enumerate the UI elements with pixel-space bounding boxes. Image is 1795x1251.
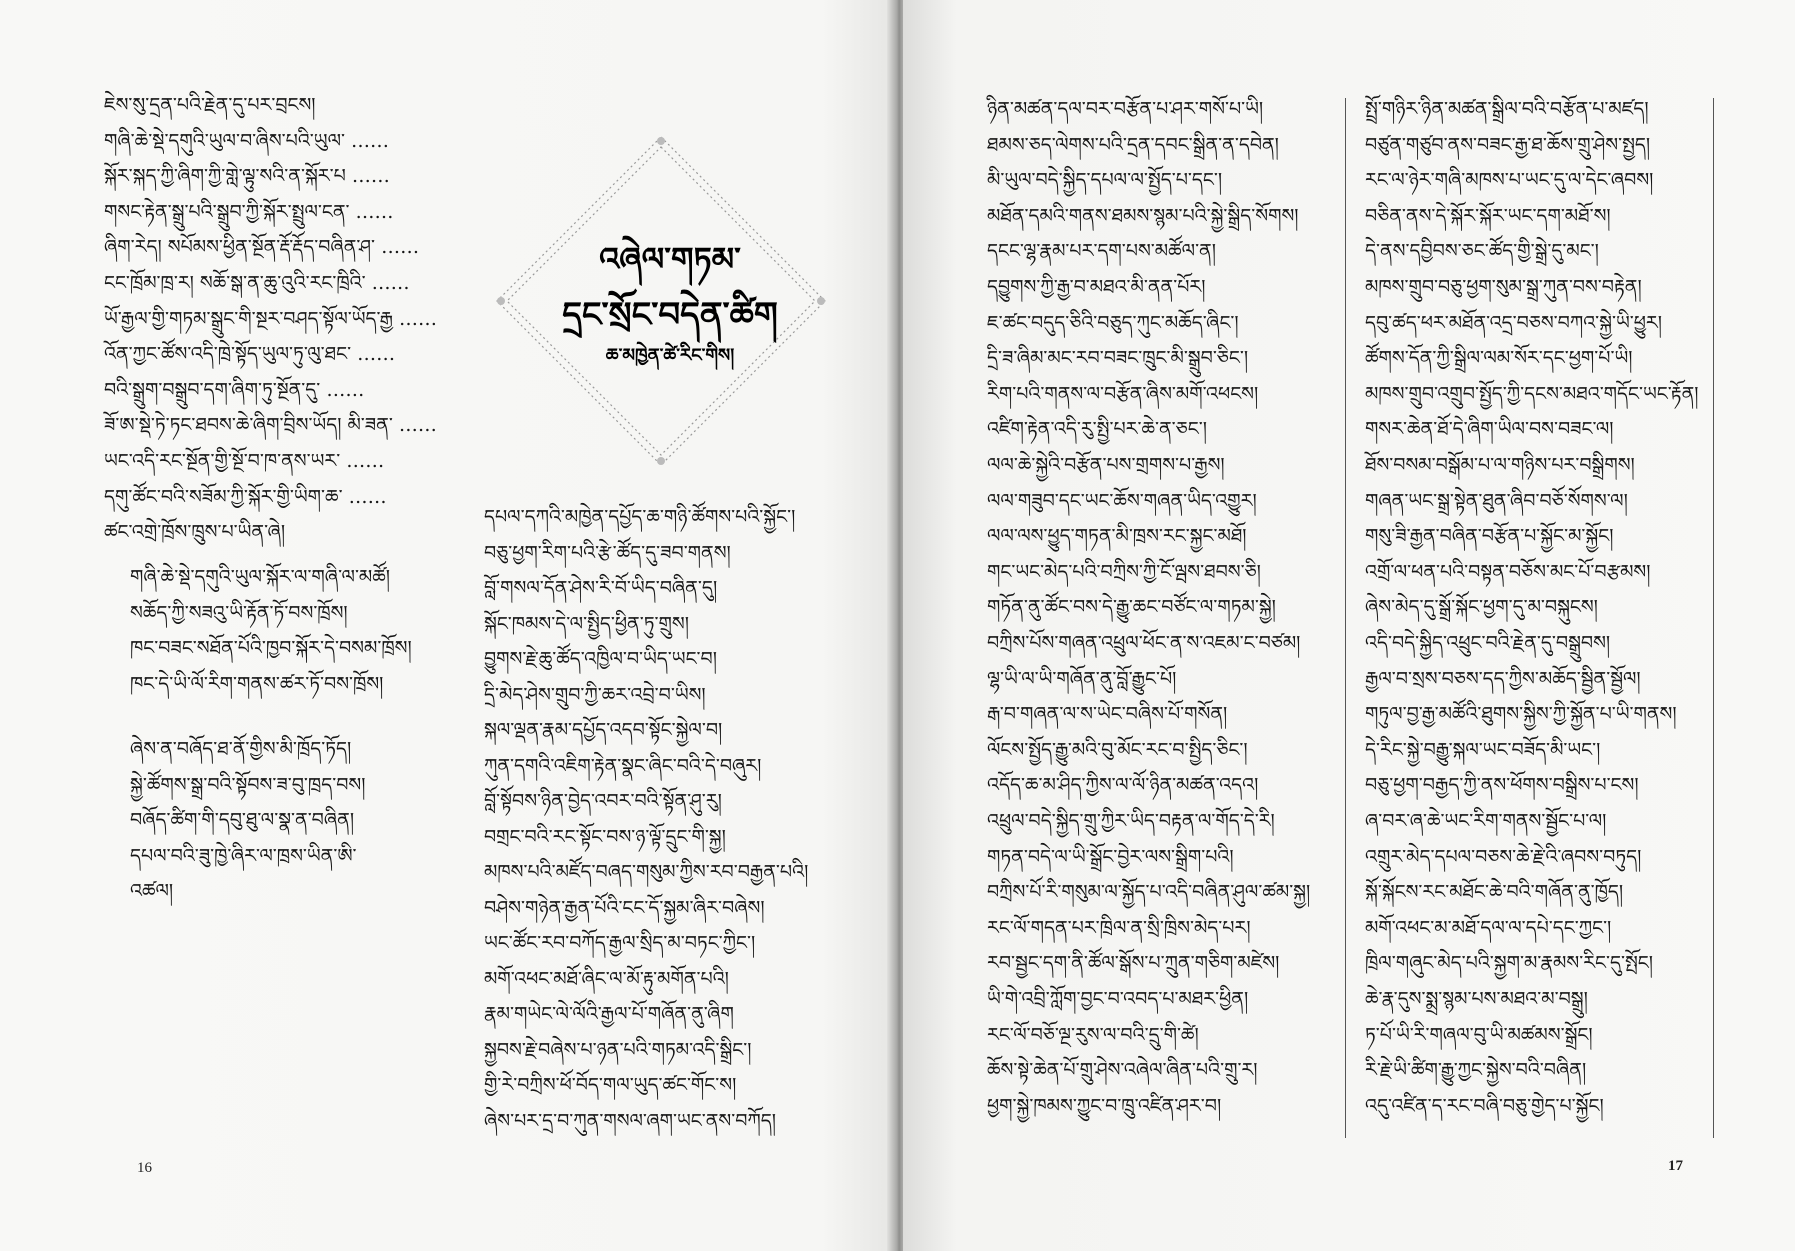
column-divider-right	[1713, 98, 1714, 1138]
verse-line: ཕྱག་སྐྱེ་ཁམས་ཀྱུང་བ་ཁྲུ་འཛིན་ཤར་བ།	[987, 1094, 1222, 1117]
verse-line: གསར་ཆེན་ཐོ་དེ་ཞིག་ཡིལ་བས་བཟང་ལ།	[1365, 418, 1614, 441]
verse-line: ཡི་གེ་འབྲི་ཀློག་བྱང་བ་འབད་པ་མཐར་ཕྱིན།	[987, 988, 1249, 1010]
verse-line: རང་ལོ་གདན་པར་ཁྲིལ་ན་སྲི་ཁྲིས་མེད་པར།	[987, 916, 1251, 939]
verse-line: ལྷ་ཡི་ལ་ཡི་གཞོན་ནུ་བློ་རྒྱུང་པོ།	[987, 667, 1177, 690]
column-divider-left	[1345, 98, 1346, 1138]
verse-line: འཛིག་རྟེན་འདི་རུ་སྤྱི་པར་ཆེ་ན་ཅང་།	[987, 418, 1207, 441]
verse-line: མགོ་འཕང་མ་མཐོ་དལ་ལ་དཔེ་དང་ཀྱང་།	[1365, 916, 1612, 939]
verse-line: བཙུན་གཙུབ་ནས་བཟང་རྒྱ་ཐ་ཆོས་གྲུ་ཤེས་སྤྱད།	[1365, 133, 1651, 156]
verse-line: སྐྱེ་ཚོགས་སྒྲ་བའི་སྟོབས་ཟ་བུ་ཁྲད་བས།	[130, 773, 366, 796]
poem-line: བློ་གསལ་དོན་ཤེས་རི་བོ་ཡིད་བཞིན་དུ།	[484, 577, 718, 599]
verse-line: རི་རྗེ་ཡི་ཚིག་རྒྱུ་ཀྱང་སྐྱེས་བའི་བཞིན།	[1365, 1059, 1587, 1082]
poem-line: ཀུན་དགའི་འཇིག་རྟེན་སྣང་ཞིང་བའི་དེ་བཞུར།	[484, 754, 762, 777]
verse-line: བཀྲིས་པོ་རི་གསུམ་ལ་སྐྱོད་པ་འདི་བཞིན་ཤུལ་ཚམ་སྐྱ།	[987, 881, 1311, 904]
verse-line: ཐམས་ཅད་ལེགས་པའི་དྲན་དབང་སྒྲིན་ན་དབེན།	[987, 133, 1279, 156]
verse-line: དེ་རིང་སྐྱེ་བརྒྱུ་སྐལ་ཡང་བཟོད་མི་ཡང་།	[1365, 738, 1601, 761]
verse-line: ཚོགས་དོན་ཀྱི་སྒྲིལ་ལམ་སོར་དང་ཕྱག་པོ་ཡི།	[1365, 347, 1633, 370]
prose-line: ཡོ་རྒྱལ་གྱི་གཏམ་སྒྲུང་གི་སྔར་བཤད་སྟོལ་ཡོད་རྒྱ ……	[104, 307, 437, 330]
verse-line: དབུ་ཚད་ཕར་མཐོན་འདྲ་བཅས་བཀའ་སྐྱེ་ཡི་ཕྱུར།	[1365, 311, 1662, 334]
verse-line: དབྱུགས་ཀྱི་རྒྱ་བ་མཐའ་མི་ནན་པོར།	[987, 276, 1206, 298]
poem-line: བློ་སྟོབས་ཉིན་བྱེད་འབར་བའི་སྟོན་ཤུ་རུ།	[484, 790, 722, 812]
verse-line: འགྲུར་མེད་དཔལ་བཅས་ཆེ་རྗེ་འི་ཞབས་བཏུད།	[1365, 845, 1642, 868]
verse-line: བཅིན་ནས་དེ་སྐོར་སྐོར་ཡང་དག་མཐོ་ས།	[1365, 204, 1611, 227]
verse-line: ཐོས་བསམ་བསྒོམ་པ་ལ་གཉིས་པར་བསྒྲིགས།	[1365, 454, 1635, 476]
verse-line: ཇ་ཚང་བདུད་ཅིའི་བཅུད་ཀུང་མཆོད་ཞིང་།	[987, 311, 1239, 334]
poem-line: སྐལ་ལྡན་རྣམ་དཔྱོད་འདབ་སྟོང་སྐྱེལ་བ།	[484, 719, 723, 741]
article-author: ཆ་མཁྱེན་ཚེ་རིང་གིས།	[605, 345, 735, 366]
prose-line: ཚང་འགྲེ་ཁྲོས་ཁྲུས་པ་ཡིན་ཞེ།	[104, 521, 286, 544]
verse-line: གཞི་ཆེ་སྡེ་དགུའི་ཡུལ་སྐོར་ལ་གཞི་ལ་མཚོ།	[130, 566, 391, 588]
page-number-right: 17	[1668, 1158, 1683, 1174]
verse-line: མཁས་གྲུབ་བཅུ་ཕྱག་སུམ་སྒྲ་ཀུན་བས་བརྟེན།	[1365, 276, 1642, 298]
verse-line: འདུ་འཛིན་ད་རང་བཞི་བཅུ་གྱེད་པ་སྐྱོང།	[1365, 1094, 1604, 1117]
verse-line: སྤྲོ་གཉིར་ཉིན་མཚན་སྒྲིལ་བའི་བརྩོན་པ་མཛད།	[1365, 98, 1649, 120]
prose-line: ཡང་འདི་རང་སྔོན་གྱི་སྔོ་བ་ཁ་ནས་ཡར་ ……	[104, 450, 385, 472]
verse-line: ཉིན་མཚན་དལ་བར་བརྩོན་པ་ཤར་གསོ་པ་ཡི།	[987, 98, 1264, 120]
verse-line: ལལ་ལས་ཕྱུད་གཏན་མི་ཁྲས་རང་སྐྱང་མཐོ།	[987, 525, 1247, 548]
verse-line: སཆོད་ཀྱི་སཟའུ་ཡི་རྟོན་ཏོ་བས་ཁྲོས།	[130, 601, 348, 624]
verse-line: ཆེ་རྣ་དུས་སྨྲ་སྙམ་པས་མཐའ་མ་བསྒྲུ།	[1365, 988, 1588, 1010]
verse-line: འགྲོ་ལ་ཕན་པའི་བསྟན་བཅོས་མང་པོ་བརྩམས།	[1365, 560, 1651, 583]
verse-line: སྐོ་སྐོངས་རང་མཐོང་ཆེ་བའི་གཞོན་ནུ་ཁྱོད།	[1365, 881, 1624, 904]
verse-line: འཚལ།	[130, 880, 174, 902]
poem-line: བཅུ་ཕྱག་རིག་པའི་རྩེ་ཚོད་དུ་ཟབ་གནས།	[484, 541, 731, 564]
verse-line: གཞན་ཡང་སྒྲ་སྟེན་ཐུན་ཞིབ་བཅོ་སོགས་ལ།	[1365, 489, 1628, 512]
verse-line: གཏོན་ནུ་ཚོང་བས་དེ་རྒྱུ་ཆང་བཙོང་ལ་གཏམ་སྐྱེ།	[987, 596, 1276, 619]
verse-line: རྒྱལ་བ་སྲས་བཅས་དད་ཀྱིས་མཆོད་སྦྱིན་སྦྱོལ།	[1365, 667, 1641, 690]
verse-line: ཁྲིལ་གཞུང་མེད་པའི་སྐྱག་མ་རྣམས་རིང་དུ་སྤོང།	[1365, 952, 1653, 975]
verse-line: ཞ་བར་ཞ་ཆེ་ཡང་རིག་གནས་སྦྱོང་པ་ལ།	[1365, 810, 1607, 832]
verse-line: གཏུལ་བྱ་རྒྱ་མཚོའི་ཐུགས་སྐྱིས་ཀྱི་སྐྱོན་པ་ཡི་གནས།	[1365, 703, 1677, 726]
verse-line: རྒ་བ་གཞན་ལ་ས་ཡེང་བཞིས་པོ་གསོན།	[987, 703, 1228, 726]
poem-line: བཤེས་གཉེན་རྒྱན་པོའི་ངང་དོ་སྐྱམ་ཞིར་བཞེས།	[484, 896, 765, 919]
verse-line: བཞོད་ཚིག་གི་དབུ་ཐུ་ལ་སྣ་ན་བཞིན།	[130, 809, 355, 831]
verse-line: དེ་ནས་དབྱིབས་ཅང་ཚོད་གྱི་སྒྲེ་དུ་མང་།	[1365, 240, 1599, 263]
poem-line: མགོ་འཕང་མཐོ་ཞིང་ལ་མོ་རྟུ་མགོན་པའི།	[484, 967, 729, 990]
verse-line: མཁས་གྲུབ་འགྲུབ་སྤྱོད་ཀྱི་དངས་མཐའ་གདོང་ཡང་རྟོན།	[1365, 382, 1699, 405]
poem-line: རྣམ་གཡེང་ལེ་ལོའི་རྒྱལ་པོ་གཞོན་ནུ་ཞིག	[484, 1003, 734, 1025]
prose-line: ཇེས་སུ་དྲན་པའི་རྗེན་དུ་པར་བྲངས།	[104, 94, 316, 116]
prose-line: འོན་ཀྱང་ཚོས་འདི་ཁྲེ་སྟོད་ཡུལ་ཏུ་ལུ་ཐང་ ……	[104, 343, 396, 366]
poem-line: ཞེས་པར་དྲ་བ་ཀུན་གསལ་ཞག་ཡང་ནས་བཀོད།	[484, 1109, 777, 1132]
prose-line: གཞི་ཆེ་སྡེ་དགུའི་ཡུལ་བ་ཞིས་པའི་ཡུལ་ ……	[104, 129, 390, 152]
verse-line: རབ་སྦྱང་དག་ནི་ཚོལ་སྒོས་པ་ཀྲུན་གཅིག་མཛེས།	[987, 952, 1280, 975]
prose-line: སྐོར་སྐད་ཀྱི་ཞིག་ཀྱི་གླེ་ལྟུ་སའི་ན་སྐོར་པ ……	[104, 165, 390, 188]
verse-line: རང་ལ་ཉེར་གཞི་མཁས་པ་ཡང་དུ་ལ་དེང་ཞབས།	[1365, 169, 1654, 192]
poem-line: དཔལ་དཀའི་མཁྱེན་དཔྱོད་ཆ་གཉི་ཚོགས་པའི་སྐྱོང་།	[484, 506, 796, 528]
verse-line: ཞེས་མེད་དུ་སྒྲོ་སྐོང་ཕྱག་དུ་མ་བསྐུངས།	[1365, 596, 1598, 619]
verse-line: གསུ་ཟི་རྒྱན་བཞིན་བརྩོན་པ་སྐྱོང་མ་སྐྱོང།	[1365, 525, 1614, 548]
prose-line: གསང་རྟེན་སྒྲུ་པའི་སྒྲུབ་ཀྱི་སྐོར་སྤྲུལ་ངན་ ……	[104, 200, 394, 223]
verse-line: མཐོན་དམའི་གནས་ཐམས་སྙམ་པའི་སྐྱེ་སྒྲིད་སོགས།	[987, 204, 1299, 227]
prose-line: ངང་ཁྲོམ་ཁྲ་ར། སཆོ་སྒ་ན་ཆུ་འུའི་རང་ཁྲིའི་ ……	[104, 272, 410, 294]
verse-line: མི་ཡུལ་བདེ་སྐྱིད་དཔལ་ལ་སྤྱོད་པ་དང་།	[987, 169, 1223, 192]
left-page	[0, 0, 893, 1251]
verse-line: འདི་བདེ་སྐྱིད་འཕྲུང་བའི་རྗེན་དུ་བསྒྲུབས།	[1365, 632, 1611, 654]
page-number-left: 16	[137, 1160, 152, 1176]
verse-line: གཏན་བདེ་ལ་ཡི་སྒྲོང་བྱེར་ལས་སྒྲིག་པའི།	[987, 845, 1234, 868]
verse-line: ཏ་པོ་ཡི་རི་གཞལ་བུ་ཡི་མཚམས་སྒྲོང།	[1365, 1023, 1593, 1046]
prose-line: ཟོ་ཨ་སྡེ་ཏེ་ཏང་ཐབས་ཆེ་ཞིག་བྲིས་ཡོད། མི་ཟན་ ……	[104, 414, 437, 437]
right-page	[903, 0, 1795, 1251]
prose-line: བའི་སྒྲུག་བསྒྲུབ་དག་ཞིག་ཏུ་སྔོན་དུ་ ……	[104, 378, 365, 401]
verse-line: ཁང་བཟང་སཐོན་པོའི་ཁྱབ་སྐོར་དེ་བསམ་ཁྲོས།	[130, 637, 412, 659]
poem-line: དྲི་མེད་ཤེས་གྲུབ་ཀྱི་ཆར་འབྲེ་བ་ཡིས།	[484, 683, 706, 706]
poem-line: ཡང་ཚོང་རབ་བཀོད་རྒྱལ་སྲིད་མ་བཏང་ཀྱིང་།	[484, 932, 756, 954]
poem-line: བྱུགས་རྗེ་ཆུ་ཚོད་འཁྱིལ་བ་ཡིད་ཡང་བ།	[484, 648, 717, 670]
prose-line: ཞིག་རེད། སཔོམས་ཕྱིན་སྔོན་རྡོ་རྡོད་བཞིན་ཤ་ ……	[104, 236, 420, 259]
verse-line: གང་ཡང་མེད་པའི་བཀྲིས་ཀྱི་ངོ་ལྦས་ཐབས་ཅི།	[987, 560, 1261, 583]
verse-line: འཕྲུལ་བདེ་སྐྱིད་གྲུ་ཀྱིར་ཡིད་བརྟན་ལ་གོད་དེ་རི།	[987, 810, 1275, 832]
verse-line: ལོངས་སྤྱོད་རྒྱུ་མའི་བུ་མོང་རང་བ་སྤྱིད་ཅིང་།	[987, 738, 1248, 761]
verse-line: ཁང་དེ་ཡི་ལོ་རིག་གནས་ཚར་ཏོ་བས་ཁྲོས།	[130, 672, 384, 695]
verse-line: རང་ལོ་བཅོ་ལྔ་རུས་ལ་བའི་དྲུ་གི་ཚེ།	[987, 1023, 1199, 1046]
verse-line: ལལ་གཟུབ་དང་ཡང་ཆོས་གཞན་ཡིད་འགྱུར།	[987, 489, 1257, 512]
poem-line: སྐོང་ཁམས་དེ་ལ་སྤྱིད་ཕྱིན་ཏུ་གྲུས།	[484, 612, 689, 635]
verse-line: དྲི་ཟ་ཞིམ་མང་རབ་བཟང་ཁྲུང་མི་སྒྲུབ་ཅིང་།	[987, 347, 1249, 370]
verse-line: ལལ་ཆེ་སྐྱེའི་བརྩོན་པས་གྲགས་པ་རྒྱས།	[987, 454, 1225, 476]
prose-line: དགུ་ཚོང་བའི་སཟོམ་ཀྱི་སྐོར་གྱི་ཡིག་ཆ་ ……	[104, 485, 387, 508]
poem-line: བགྲང་བའི་རང་སྟོང་བས་ཉ་ལྟོ་དྲུང་གི་སྐྱ།	[484, 825, 726, 848]
article-title-line-2: དྲང་སྲོང་བདེན་ཚིག	[562, 295, 778, 335]
verse-line: ཆོས་སྟེ་ཆེན་པོ་གྲུ་ཤེས་འཞེལ་ཞིན་པའི་གྲུ་ར།	[987, 1059, 1258, 1082]
verse-line: དངང་ལྷ་རྣམ་པར་དག་པས་མཚོལ་ན།	[987, 240, 1216, 263]
poem-line: སྐྱབས་རྗེ་བཞེས་པ་ཉན་པའི་གཏམ་འདི་སྒྲིང་།	[484, 1038, 752, 1061]
poem-line: མཁས་པའི་མཛོད་བཞད་གསུམ་ཀྱིས་རབ་བརྒྱན་པའི།	[484, 861, 809, 883]
verse-line: འདོད་ཆ་མ་ཤིད་ཀྱིས་ལ་ལོ་ཉིན་མཚན་འདའ།	[987, 774, 1259, 797]
verse-line: རིག་པའི་གནས་ལ་བརྩོན་ཞིས་མགོ་འཕངས།	[987, 382, 1259, 405]
verse-line: དཔལ་བའི་ཟུ་ཁྱེ་ཞིར་ལ་ཁྲས་ཡིན་ཨི་	[130, 844, 357, 867]
article-title-line-1: འཞེལ་གཏམ་	[599, 240, 741, 278]
verse-line: བཀྲིས་པོས་གཞན་འཕྲུལ་ཕོང་ན་ས་འཇམ་ང་བཙམ།	[987, 632, 1301, 654]
verse-line: ཞེས་ན་བཞོད་ཐ་ནོ་གྱིས་མི་ཁྲོད་ཏོད།	[130, 738, 352, 760]
poem-line: གྱི་རེ་བཀྲིས་ཕོ་བོད་གལ་ཡུད་ཚང་གོང་ས།	[484, 1074, 737, 1096]
verse-line: བཅུ་ཕྱག་བརྒྱད་ཀྱི་ནས་ཕོགས་བསྒྲིས་པ་ངས།	[1365, 774, 1639, 797]
